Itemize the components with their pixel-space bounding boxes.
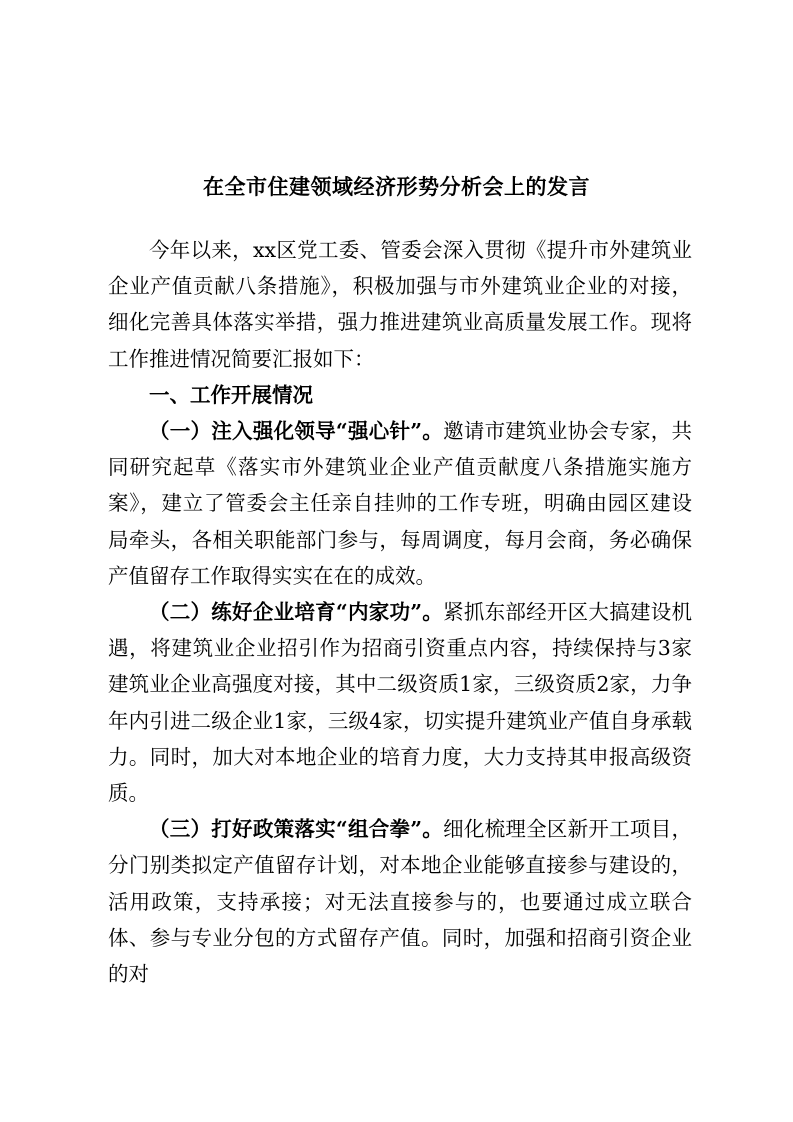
item-paragraph-2	[108, 594, 692, 811]
item-paragraph-1	[108, 413, 692, 594]
item-text-2: 紧抓东部经开区大搞建设机遇，将建筑业企业招引作为招商引资重点内容，持续保持与3家建筑业企业高强度对接，其中二级资质1家，三级资质2家，力争年内引进二级企业1家，三级4家，切实提升建筑业产值自身承载力。同时，加大对本地企业的培育力度，大力支持其申报高级资质。	[108, 600, 692, 806]
item-heading-1: （一）注入强化领导“强心针”。	[149, 419, 444, 444]
document-body	[108, 232, 692, 992]
item-paragraph-3	[108, 811, 692, 992]
intro-paragraph: 今年以来，xx区党工委、管委会深入贯彻《提升市外建筑业企业产值贡献八条措施》，积极加强与市外建筑业企业的对接，细化完善具体落实举措，强力推进建筑业高质量发展工作。现将工作推进情况简要汇报如下：	[108, 238, 692, 371]
document-title: 在全市住建领域经济形势分析会上的发言	[203, 174, 590, 199]
item-text-1: 邀请市建筑业协会专家，共同研究起草《落实市外建筑业企业产值贡献度八条措施实施方案》，建立了管委会主任亲自挂帅的工作专班，明确由园区建设局牵头，各相关职能部门参与，每周调度，每月会商，务必确保产值留存工作取得实实在在的成效。	[108, 419, 692, 588]
item-text-3: 细化梳理全区新开工项目，分门别类拟定产值留存计划，对本地企业能够直接参与建设的，活用政策，支持承接；对无法直接参与的，也要通过成立联合体、参与专业分包的方式留存产值。同时，加强和招商引资企业的对	[108, 817, 692, 987]
item-heading-3: （三）打好政策落实“组合拳”。	[149, 817, 444, 842]
item-heading-2: （二）练好企业培育“内家功”。	[149, 600, 444, 625]
section-heading: 一、工作开展情况	[149, 382, 313, 407]
